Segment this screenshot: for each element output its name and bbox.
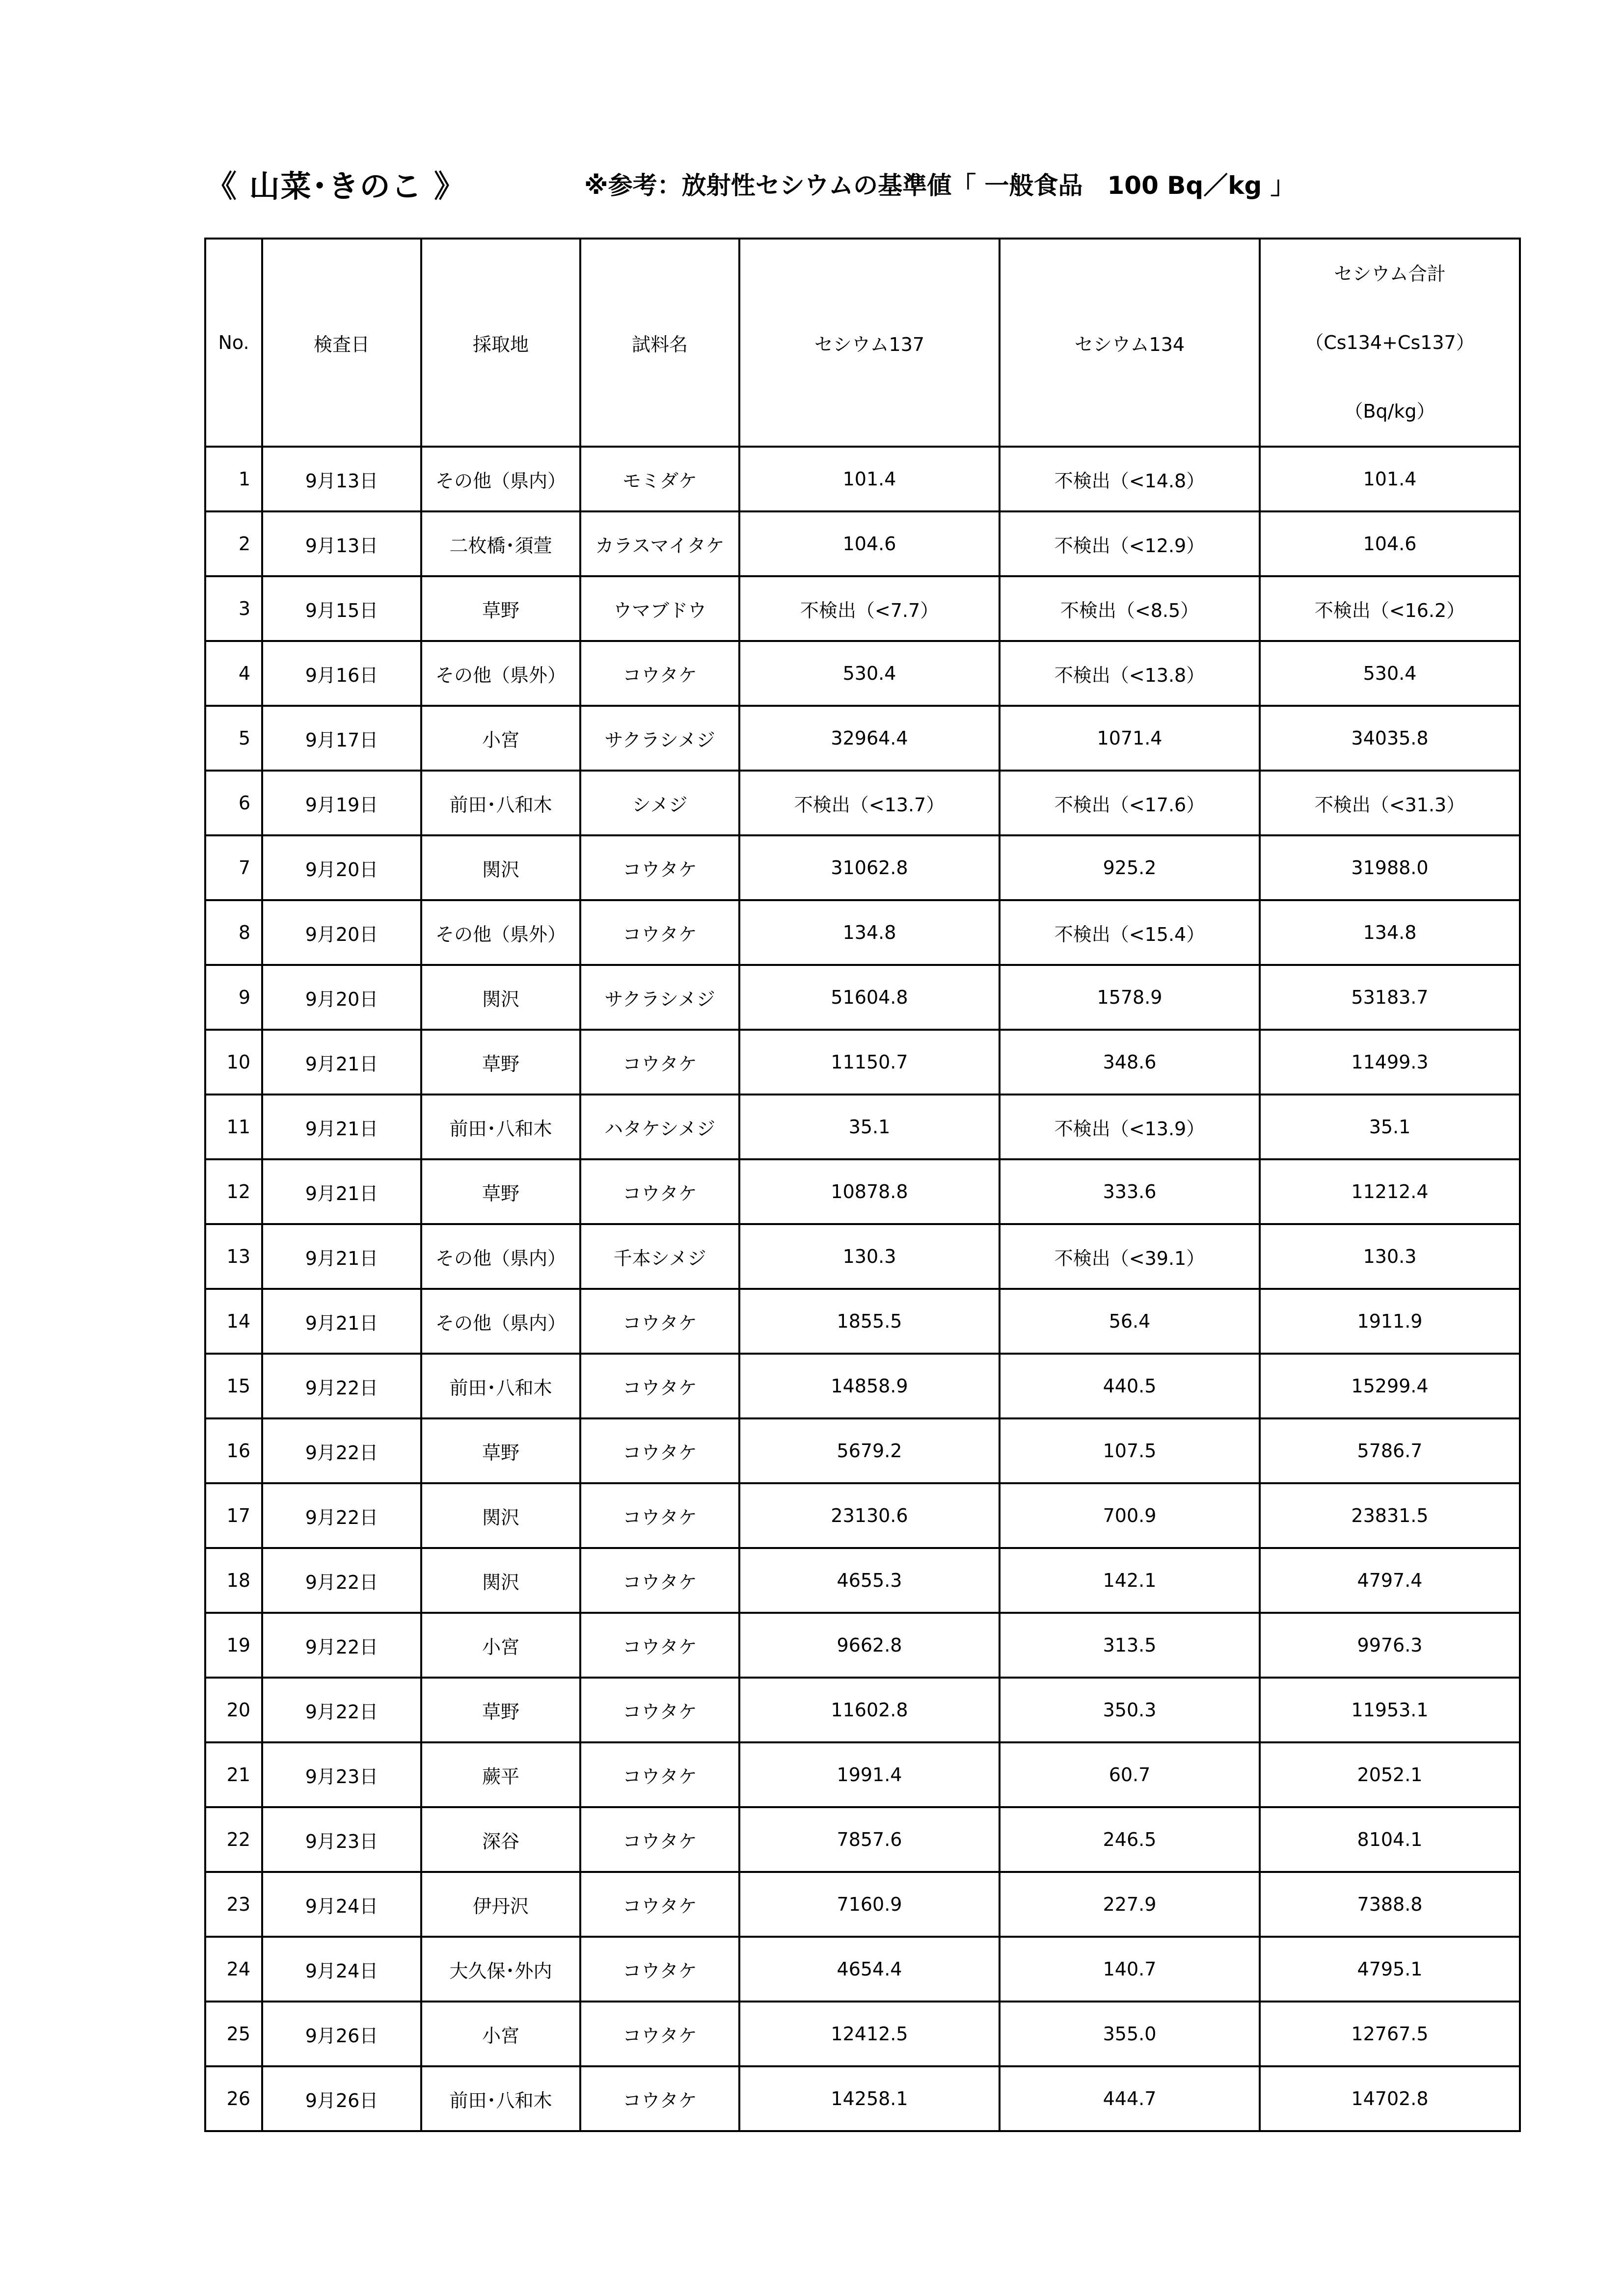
cell-total: 不検出（<31.3） — [1260, 771, 1520, 835]
cell-date: 9月16日 — [262, 641, 421, 706]
cell-date: 9月13日 — [262, 511, 421, 576]
cell-location: 小宮 — [421, 706, 580, 771]
cell-date: 9月13日 — [262, 447, 421, 511]
cell-date: 9月23日 — [262, 1742, 421, 1807]
cell-sample: コウタケ — [580, 835, 739, 900]
cell-cs137: 5679.2 — [739, 1418, 1000, 1483]
cell-sample: コウタケ — [580, 2002, 739, 2066]
cell-total: 7388.8 — [1260, 1872, 1520, 1937]
cell-sample: コウタケ — [580, 1418, 739, 1483]
cell-sample: コウタケ — [580, 1678, 739, 1742]
column-header-date: 検査日 — [262, 239, 421, 447]
cell-location: その他（県外） — [421, 900, 580, 965]
cell-sample: コウタケ — [580, 1354, 739, 1418]
cell-location: その他（県内） — [421, 1224, 580, 1289]
cell-no: 15 — [205, 1354, 262, 1418]
cell-cs137: 530.4 — [739, 641, 1000, 706]
cell-total: 8104.1 — [1260, 1807, 1520, 1872]
cell-location: 関沢 — [421, 965, 580, 1030]
cell-no: 10 — [205, 1030, 262, 1095]
table-row — [205, 965, 1520, 1030]
cell-location: その他（県外） — [421, 641, 580, 706]
cell-total: 23831.5 — [1260, 1483, 1520, 1548]
table-row — [205, 1678, 1520, 1742]
cell-cs137: 134.8 — [739, 900, 1000, 965]
cell-cs134: 140.7 — [1000, 1937, 1260, 2002]
cell-date: 9月21日 — [262, 1095, 421, 1159]
cell-no: 2 — [205, 511, 262, 576]
column-header-total-formula: （Cs134+Cs137） — [1305, 332, 1475, 353]
cell-cs134: 333.6 — [1000, 1159, 1260, 1224]
cell-date: 9月22日 — [262, 1613, 421, 1678]
cell-no: 8 — [205, 900, 262, 965]
table-row — [205, 1418, 1520, 1483]
cell-cs134: 313.5 — [1000, 1613, 1260, 1678]
table-row — [205, 835, 1520, 900]
cell-cs134: 440.5 — [1000, 1354, 1260, 1418]
cell-cs134: 不検出（<13.9） — [1000, 1095, 1260, 1159]
cell-location: 草野 — [421, 1159, 580, 1224]
cell-sample: コウタケ — [580, 1613, 739, 1678]
table-row — [205, 706, 1520, 771]
cell-location: 前田･八和木 — [421, 771, 580, 835]
cell-no: 14 — [205, 1289, 262, 1354]
cell-location: 大久保･外内 — [421, 1937, 580, 2002]
cell-sample: コウタケ — [580, 641, 739, 706]
cell-cs134: 444.7 — [1000, 2066, 1260, 2131]
cell-total: 11212.4 — [1260, 1159, 1520, 1224]
cell-no: 22 — [205, 1807, 262, 1872]
cell-sample: 千本シメジ — [580, 1224, 739, 1289]
cell-cs134: 不検出（<17.6） — [1000, 771, 1260, 835]
cell-cs137: 11150.7 — [739, 1030, 1000, 1095]
cell-total: 4797.4 — [1260, 1548, 1520, 1613]
cell-date: 9月21日 — [262, 1030, 421, 1095]
cell-total: 134.8 — [1260, 900, 1520, 965]
cell-cs137: 14858.9 — [739, 1354, 1000, 1418]
cell-date: 9月24日 — [262, 1937, 421, 2002]
cell-sample: ハタケシメジ — [580, 1095, 739, 1159]
table-row — [205, 1095, 1520, 1159]
cell-no: 19 — [205, 1613, 262, 1678]
cell-no: 11 — [205, 1095, 262, 1159]
cell-total: 35.1 — [1260, 1095, 1520, 1159]
cell-date: 9月26日 — [262, 2002, 421, 2066]
cell-sample: コウタケ — [580, 1742, 739, 1807]
cell-no: 3 — [205, 576, 262, 641]
cell-location: その他（県内） — [421, 1289, 580, 1354]
cell-sample: コウタケ — [580, 1807, 739, 1872]
table-body — [205, 447, 1520, 2131]
table-row — [205, 2066, 1520, 2131]
table-row — [205, 1224, 1520, 1289]
column-header-sample: 試料名 — [580, 239, 739, 447]
cell-no: 5 — [205, 706, 262, 771]
cell-cs137: 7857.6 — [739, 1807, 1000, 1872]
cell-no: 26 — [205, 2066, 262, 2131]
cell-sample: サクラシメジ — [580, 706, 739, 771]
cell-cs137: 35.1 — [739, 1095, 1000, 1159]
cell-sample: コウタケ — [580, 1548, 739, 1613]
cell-total: 不検出（<16.2） — [1260, 576, 1520, 641]
cell-total: 9976.3 — [1260, 1613, 1520, 1678]
cell-total: 2052.1 — [1260, 1742, 1520, 1807]
cell-sample: コウタケ — [580, 1872, 739, 1937]
cell-cs134: 不検出（<12.9） — [1000, 511, 1260, 576]
cell-total: 130.3 — [1260, 1224, 1520, 1289]
cell-no: 17 — [205, 1483, 262, 1548]
cell-cs137: 4654.4 — [739, 1937, 1000, 2002]
cell-cs134: 不検出（<13.8） — [1000, 641, 1260, 706]
cell-date: 9月22日 — [262, 1418, 421, 1483]
cell-total: 530.4 — [1260, 641, 1520, 706]
table-row — [205, 771, 1520, 835]
cell-sample: モミダケ — [580, 447, 739, 511]
cell-cs134: 355.0 — [1000, 2002, 1260, 2066]
cell-no: 24 — [205, 1937, 262, 2002]
cell-location: 蕨平 — [421, 1742, 580, 1807]
cell-total: 5786.7 — [1260, 1418, 1520, 1483]
cell-location: 関沢 — [421, 835, 580, 900]
reference-note: ※参考：放射性セシウムの基準値「 一般食品 100 Bq／kg 」 — [584, 171, 1295, 200]
table-row — [205, 1159, 1520, 1224]
table-row — [205, 1872, 1520, 1937]
cell-total: 53183.7 — [1260, 965, 1520, 1030]
cell-date: 9月26日 — [262, 2066, 421, 2131]
cell-cs137: 23130.6 — [739, 1483, 1000, 1548]
cell-no: 23 — [205, 1872, 262, 1937]
cell-location: 草野 — [421, 1678, 580, 1742]
cell-location: 小宮 — [421, 1613, 580, 1678]
cell-cs137: 130.3 — [739, 1224, 1000, 1289]
cell-location: 草野 — [421, 1418, 580, 1483]
column-header-location: 採取地 — [421, 239, 580, 447]
table-row — [205, 1030, 1520, 1095]
cell-location: 草野 — [421, 1030, 580, 1095]
cell-sample: サクラシメジ — [580, 965, 739, 1030]
column-header-total-title: セシウム合計 — [1334, 263, 1446, 285]
cell-date: 9月17日 — [262, 706, 421, 771]
cell-cs134: 不検出（<15.4） — [1000, 900, 1260, 965]
cell-cs137: 32964.4 — [739, 706, 1000, 771]
table-row — [205, 641, 1520, 706]
table-row — [205, 1483, 1520, 1548]
cell-total: 11499.3 — [1260, 1030, 1520, 1095]
cell-date: 9月22日 — [262, 1678, 421, 1742]
cell-cs134: 不検出（<39.1） — [1000, 1224, 1260, 1289]
table-row — [205, 1548, 1520, 1613]
table-row — [205, 1289, 1520, 1354]
cesium-results-table — [204, 238, 1521, 2132]
cell-total: 15299.4 — [1260, 1354, 1520, 1418]
cell-cs137: 14258.1 — [739, 2066, 1000, 2131]
cell-no: 16 — [205, 1418, 262, 1483]
cell-no: 7 — [205, 835, 262, 900]
cell-sample: コウタケ — [580, 1159, 739, 1224]
cell-total: 1911.9 — [1260, 1289, 1520, 1354]
cell-no: 21 — [205, 1742, 262, 1807]
cell-location: 前田･八和木 — [421, 1095, 580, 1159]
cell-date: 9月22日 — [262, 1483, 421, 1548]
table-row — [205, 447, 1520, 511]
cell-cs137: 1855.5 — [739, 1289, 1000, 1354]
cell-location: 二枚橋･須萱 — [421, 511, 580, 576]
cell-sample: コウタケ — [580, 900, 739, 965]
cell-date: 9月15日 — [262, 576, 421, 641]
cell-date: 9月20日 — [262, 835, 421, 900]
cell-no: 25 — [205, 2002, 262, 2066]
column-header-total — [1260, 239, 1520, 447]
cell-date: 9月19日 — [262, 771, 421, 835]
cell-location: 深谷 — [421, 1807, 580, 1872]
cell-sample: コウタケ — [580, 1483, 739, 1548]
cell-total: 14702.8 — [1260, 2066, 1520, 2131]
cell-cs137: 不検出（<13.7） — [739, 771, 1000, 835]
cell-cs137: 31062.8 — [739, 835, 1000, 900]
cell-cs137: 不検出（<7.7） — [739, 576, 1000, 641]
cell-cs134: 不検出（<8.5） — [1000, 576, 1260, 641]
cell-cs134: 56.4 — [1000, 1289, 1260, 1354]
cell-cs134: 不検出（<14.8） — [1000, 447, 1260, 511]
cell-date: 9月24日 — [262, 1872, 421, 1937]
cell-location: 前田･八和木 — [421, 2066, 580, 2131]
cell-cs134: 700.9 — [1000, 1483, 1260, 1548]
cell-cs137: 4655.3 — [739, 1548, 1000, 1613]
cell-sample: ウマブドウ — [580, 576, 739, 641]
cell-sample: シメジ — [580, 771, 739, 835]
table-row — [205, 1742, 1520, 1807]
cell-cs137: 9662.8 — [739, 1613, 1000, 1678]
cell-cs137: 1991.4 — [739, 1742, 1000, 1807]
cell-date: 9月23日 — [262, 1807, 421, 1872]
cell-no: 9 — [205, 965, 262, 1030]
cell-location: 草野 — [421, 576, 580, 641]
cell-cs134: 227.9 — [1000, 1872, 1260, 1937]
cell-no: 4 — [205, 641, 262, 706]
table-row — [205, 1613, 1520, 1678]
cell-no: 6 — [205, 771, 262, 835]
cell-total: 12767.5 — [1260, 2002, 1520, 2066]
cell-cs137: 51604.8 — [739, 965, 1000, 1030]
cell-date: 9月21日 — [262, 1289, 421, 1354]
table-row — [205, 1354, 1520, 1418]
table-row — [205, 2002, 1520, 2066]
cell-cs134: 1578.9 — [1000, 965, 1260, 1030]
cell-cs134: 246.5 — [1000, 1807, 1260, 1872]
table-row — [205, 511, 1520, 576]
page-header — [206, 162, 1532, 211]
table-row — [205, 576, 1520, 641]
cell-cs137: 11602.8 — [739, 1678, 1000, 1742]
page-title: 《 山菜･きのこ 》 — [206, 168, 466, 204]
cell-location: 関沢 — [421, 1548, 580, 1613]
cell-location: 伊丹沢 — [421, 1872, 580, 1937]
cell-no: 13 — [205, 1224, 262, 1289]
cell-cs134: 350.3 — [1000, 1678, 1260, 1742]
cell-cs137: 10878.8 — [739, 1159, 1000, 1224]
cell-cs137: 101.4 — [739, 447, 1000, 511]
cell-cs137: 7160.9 — [739, 1872, 1000, 1937]
cell-date: 9月20日 — [262, 900, 421, 965]
cell-cs134: 1071.4 — [1000, 706, 1260, 771]
table-row — [205, 1937, 1520, 2002]
cell-location: 関沢 — [421, 1483, 580, 1548]
cell-cs137: 12412.5 — [739, 2002, 1000, 2066]
cell-date: 9月20日 — [262, 965, 421, 1030]
cell-cs134: 107.5 — [1000, 1418, 1260, 1483]
cell-no: 20 — [205, 1678, 262, 1742]
cell-location: 前田･八和木 — [421, 1354, 580, 1418]
column-header-cs137: セシウム137 — [739, 239, 1000, 447]
cell-sample: カラスマイタケ — [580, 511, 739, 576]
cell-total: 34035.8 — [1260, 706, 1520, 771]
cell-cs134: 348.6 — [1000, 1030, 1260, 1095]
cell-cs134: 60.7 — [1000, 1742, 1260, 1807]
cell-sample: コウタケ — [580, 1030, 739, 1095]
column-header-no: No. — [205, 239, 262, 447]
cell-total: 4795.1 — [1260, 1937, 1520, 2002]
cell-no: 12 — [205, 1159, 262, 1224]
cell-sample: コウタケ — [580, 1937, 739, 2002]
cell-date: 9月21日 — [262, 1159, 421, 1224]
cell-cs134: 925.2 — [1000, 835, 1260, 900]
cell-no: 18 — [205, 1548, 262, 1613]
cell-sample: コウタケ — [580, 2066, 739, 2131]
cell-cs137: 104.6 — [739, 511, 1000, 576]
table-header-row — [205, 239, 1520, 447]
cell-total: 104.6 — [1260, 511, 1520, 576]
table-row — [205, 900, 1520, 965]
table-row — [205, 1807, 1520, 1872]
column-header-cs134: セシウム134 — [1000, 239, 1260, 447]
cell-location: その他（県内） — [421, 447, 580, 511]
cell-date: 9月22日 — [262, 1548, 421, 1613]
cell-location: 小宮 — [421, 2002, 580, 2066]
cell-total: 11953.1 — [1260, 1678, 1520, 1742]
cell-sample: コウタケ — [580, 1289, 739, 1354]
column-header-total-unit: （Bq/kg） — [1344, 400, 1435, 422]
cell-total: 101.4 — [1260, 447, 1520, 511]
cell-date: 9月22日 — [262, 1354, 421, 1418]
cell-cs134: 142.1 — [1000, 1548, 1260, 1613]
cell-total: 31988.0 — [1260, 835, 1520, 900]
cell-no: 1 — [205, 447, 262, 511]
cell-date: 9月21日 — [262, 1224, 421, 1289]
